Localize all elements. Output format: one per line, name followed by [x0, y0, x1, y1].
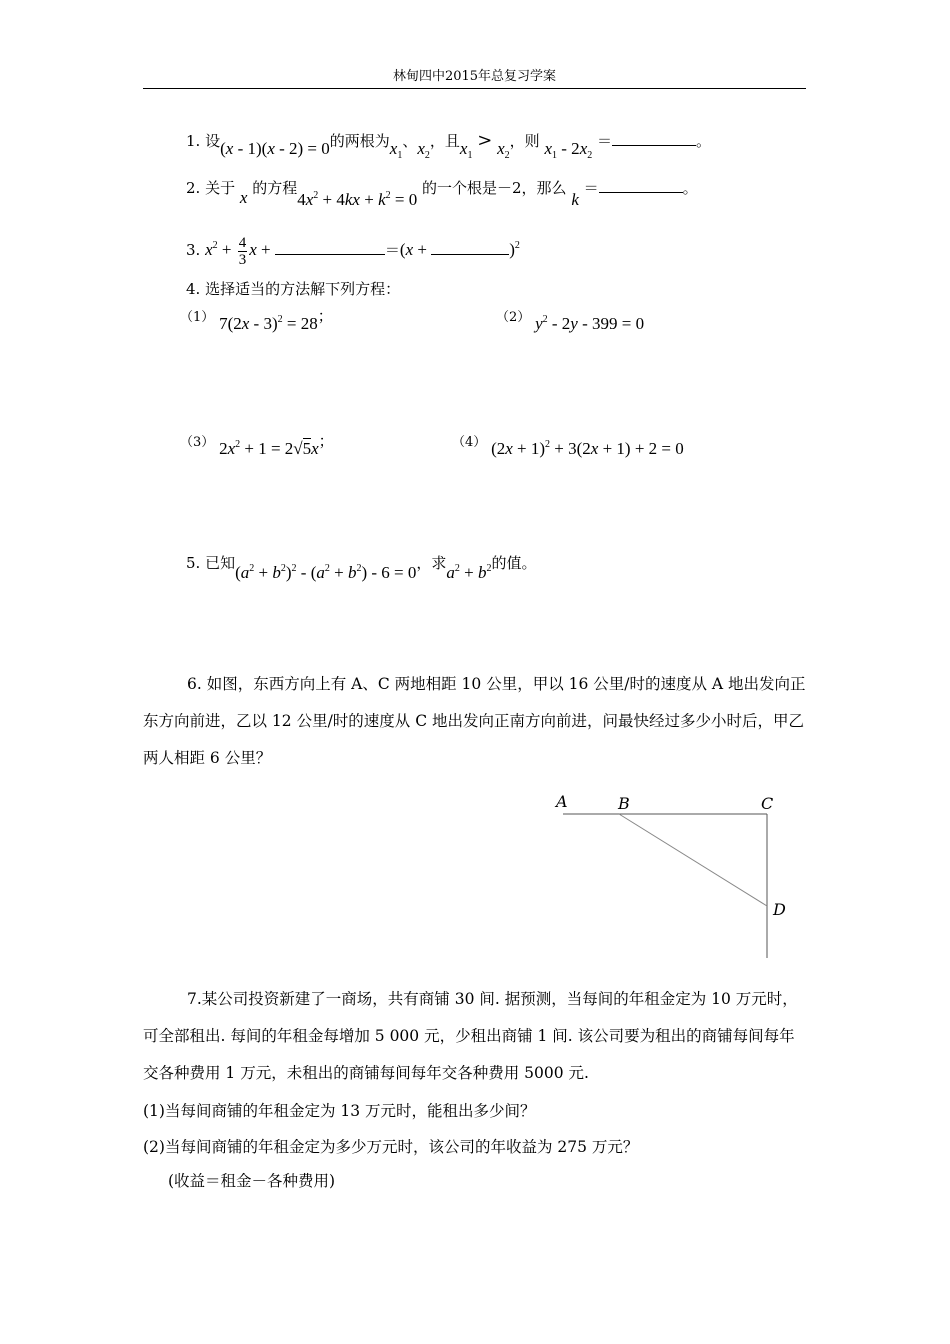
question-1: 1. 设(x - 1)(x - 2) = 0的两根为$x_1$、$x_2$，且$x_1 > x_2$，则 $x_1 - 2x_2$ ＝ 。 [186, 130, 712, 161]
line-bd [619, 814, 767, 906]
q2-equation: $4x^2 + 4kx + k^2 = 0$ [297, 190, 418, 209]
q4-part-3: （3） $2x^2 + 1 = 2√5x$； [180, 432, 334, 458]
q4-part-2: （2） $y^2 - 2y - 399 = 0$ [496, 310, 645, 333]
q1-equation: (x - 1)(x - 2) = 0 [220, 139, 330, 158]
page-header: 林甸四中2015年总复习学案 [143, 68, 806, 89]
q4-part-1: （1） 7(2x - 3)$^2$ = 28； [180, 307, 333, 333]
question-2: 2. 关于 x 的方程$4x^2 + 4kx + k^2 = 0$ 的一个根是－2，那么 k ＝ 。 [186, 179, 698, 209]
q7-note: (收益＝租金－各种费用) [168, 1172, 336, 1190]
point-label-a: A [556, 792, 568, 811]
q7-sub-2: (2)当每间商铺的年租金定为多少万元时，该公司的年收益为 275 万元？ [143, 1138, 639, 1156]
q4-part-4: （4） $(2x + 1)^2 + 3(2x + 1) + 2 = 0$ [452, 435, 684, 458]
point-label-b: B [618, 794, 630, 813]
question-7: 7.某公司投资新建了一商场，共有商铺 30 间. 据预测，当每间的年租金定为 10 万元时，可全部租出. 每间的年租金每增加 5 000 元，少租出商铺 1 间. 该公司要为租出的商铺每间每年交各种费用 1 万元，未租出的商铺每间每年交各种费用 5000 元. [143, 990, 798, 1082]
q7-sub-1: (1)当每间商铺的年租金定为 13 万元时，能租出多少间？ [143, 1102, 536, 1120]
q3-expression: $x^2$ + $\frac{4}{3}$ x + [205, 234, 275, 268]
q5-equation: $(a^2 + b^2)^2 - (a^2 + b^2) - 6 = 0$ [235, 563, 417, 582]
point-label-d: D [773, 900, 786, 919]
question-6: 6. 如图，东西方向上有 A、C 两地相距 10 公里，甲以 16 公里/时的速度从 A 地出发向正东方向前进，乙以 12 公里/时的速度从 C 地出发向正南方向前进，问最快经过多少小时后，甲乙两人相距 6 公里？ [143, 675, 806, 767]
question-5: 5. 已知$(a^2 + b^2)^2 - (a^2 + b^2) - 6 = 0$，求$a^2 + b^2$的值。 [186, 554, 537, 582]
question-3: 3. $x^2$ + $\frac{4}{3}$ $x + =(x + )^2$ [186, 234, 520, 268]
point-label-c: C [761, 794, 774, 813]
question-4-label: 4. 选择适当的方法解下列方程： [186, 280, 401, 298]
